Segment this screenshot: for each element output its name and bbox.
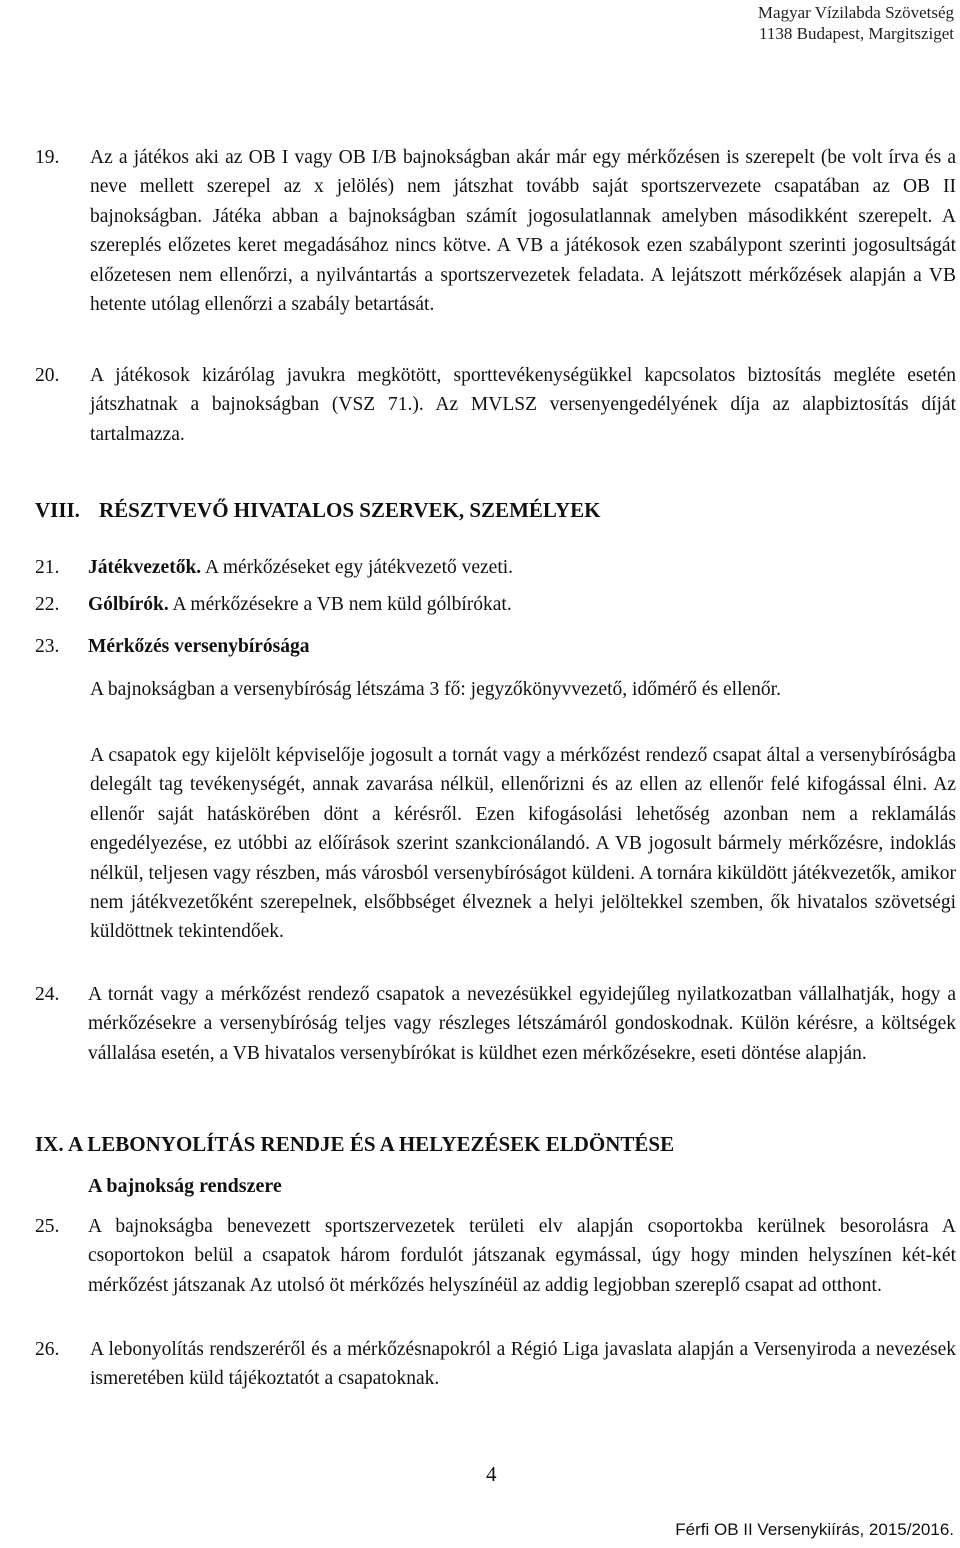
item-22-text: A mérkőzésekre a VB nem küld gólbírókat. bbox=[168, 594, 512, 615]
footer-doc-title: Férfi OB II Versenykiírás, 2015/2016. bbox=[675, 1520, 954, 1539]
org-name: Magyar Vízilabda Szövetség bbox=[757, 3, 954, 22]
item-number-22: 22. bbox=[35, 594, 60, 615]
section-ix-subtitle: A bajnokság rendszere bbox=[88, 1175, 282, 1197]
section-viii-number: VIII. bbox=[35, 498, 80, 522]
org-address: 1138 Budapest, Margitsziget bbox=[758, 24, 954, 43]
section-viii-title: RÉSZTVEVŐ HIVATALOS SZERVEK, SZEMÉLYEK bbox=[99, 498, 601, 522]
item-24-text: A tornát vagy a mérkőzést rendező csapatok a nevezésükkel egyidejűleg nyilatkozatban vállalhatják, hogy a mérkőzésekre a versenybíróság teljes vagy részleges létszámáról gondoskodnak. Külön kérésre, a költségek vállalása esetén, a VB hivatalos versenybírókat is küldhet ezen mérkőzésekre, eseti döntése alapján. bbox=[88, 984, 956, 1064]
item-19-text: Az a játékos aki az OB I vagy OB I/B bajnokságban akár már egy mérkőzésen is szerepelt (be volt írva és a neve mellett szerepel az x jelölés) nem játszhat tovább saját sportszervezete csapatában az OB II bajnokságban. Játéka abban a bajnokságban számít jogosulatlannak amelyben másodikként szerepelt. A szereplés előzetes keret megadásához nincs kötve. A VB a játékosok ezen szabálypont szerinti jogosultságát előzetesen nem ellenőrzi, a nyilvántartás a sportszervezetek feladata. A lejátszott mérkőzések alapján a VB hetente utólag ellenőrzi a szabály betartását. bbox=[90, 147, 956, 316]
item-number-19: 19. bbox=[35, 147, 60, 168]
item-21-text: A mérkőzéseket egy játékvezető vezeti. bbox=[201, 557, 514, 578]
page-number: 4 bbox=[486, 1462, 497, 1486]
section-ix-title: A LEBONYOLÍTÁS RENDJE ÉS A HELYEZÉSEK ELDÖNTÉSE bbox=[68, 1132, 675, 1156]
item-22-line bbox=[88, 590, 512, 619]
page-header bbox=[758, 2, 954, 44]
item-23-heading: Mérkőzés versenybírósága bbox=[88, 636, 310, 657]
item-23-paragraph-2: A csapatok egy kijelölt képviselője jogosult a tornát vagy a mérkőzést rendező csapat által a versenybíróságba delegált tag tevékenységét, annak zavarása nélkül, ellenőrizni és az ellen az ellenőr felé kifogással élni. Az ellenőr saját hatáskörében dönt a kérésről. Ezen kifogásolási lehetőség azonban nem a reklamálás engedélyezése, ez utóbbi az előírások szerint szankcionálandó. A VB jogosult bármely mérkőzésre, indoklás nélkül, teljesen vagy részben, más városból versenybíróságot küldeni. A tornára kiküldött játékvezetők, amikor nem játékvezetőként szerepelnek, elsőbbséget élveznek a helyi jelöltekkel szemben, ők hivatalos szövetségi küldöttnek tekintendőek. bbox=[90, 745, 956, 943]
item-26-text: A lebonyolítás rendszeréről és a mérkőzésnapokról a Régió Liga javaslata alapján a Versenyiroda a nevezések ismeretében küld tájékoztatót a csapatoknak. bbox=[90, 1339, 956, 1390]
item-number-21: 21. bbox=[35, 557, 60, 578]
item-25-text: A bajnokságba benevezett sportszervezetek területi elv alapján csoportokba kerülnek besorolásra A csoportokon belül a csapatok három fordulót játszanak egymással, úgy hogy minden helyszínen két-két mérkőzést játszanak Az utolsó öt mérkőzés helyszínéül az addig legjobban szereplő csapat ad otthont. bbox=[88, 1216, 956, 1296]
section-ix-number: IX. bbox=[35, 1132, 64, 1156]
item-number-26: 26. bbox=[35, 1339, 60, 1360]
item-number-24: 24. bbox=[35, 984, 60, 1005]
item-number-23: 23. bbox=[35, 636, 60, 657]
item-number-20: 20. bbox=[35, 365, 60, 386]
item-20-text: A játékosok kizárólag javukra megkötött, sporttevékenységükkel kapcsolatos biztosítás megléte esetén játszhatnak a bajnokságban (VSZ 71.). Az MVLSZ versenyengedélyének díja az alapbiztosítás díját tartalmazza. bbox=[90, 365, 956, 445]
item-22-heading: Gólbírók. bbox=[88, 594, 169, 615]
item-21-heading: Játékvezetők. bbox=[88, 557, 202, 578]
item-21-line bbox=[88, 553, 513, 582]
item-number-25: 25. bbox=[35, 1216, 60, 1237]
item-23-paragraph-1: A bajnokságban a versenybíróság létszáma 3 fő: jegyzőkönyvvezető, időmérő és ellenőr. bbox=[90, 679, 781, 700]
item-23-heading-line bbox=[88, 632, 310, 661]
